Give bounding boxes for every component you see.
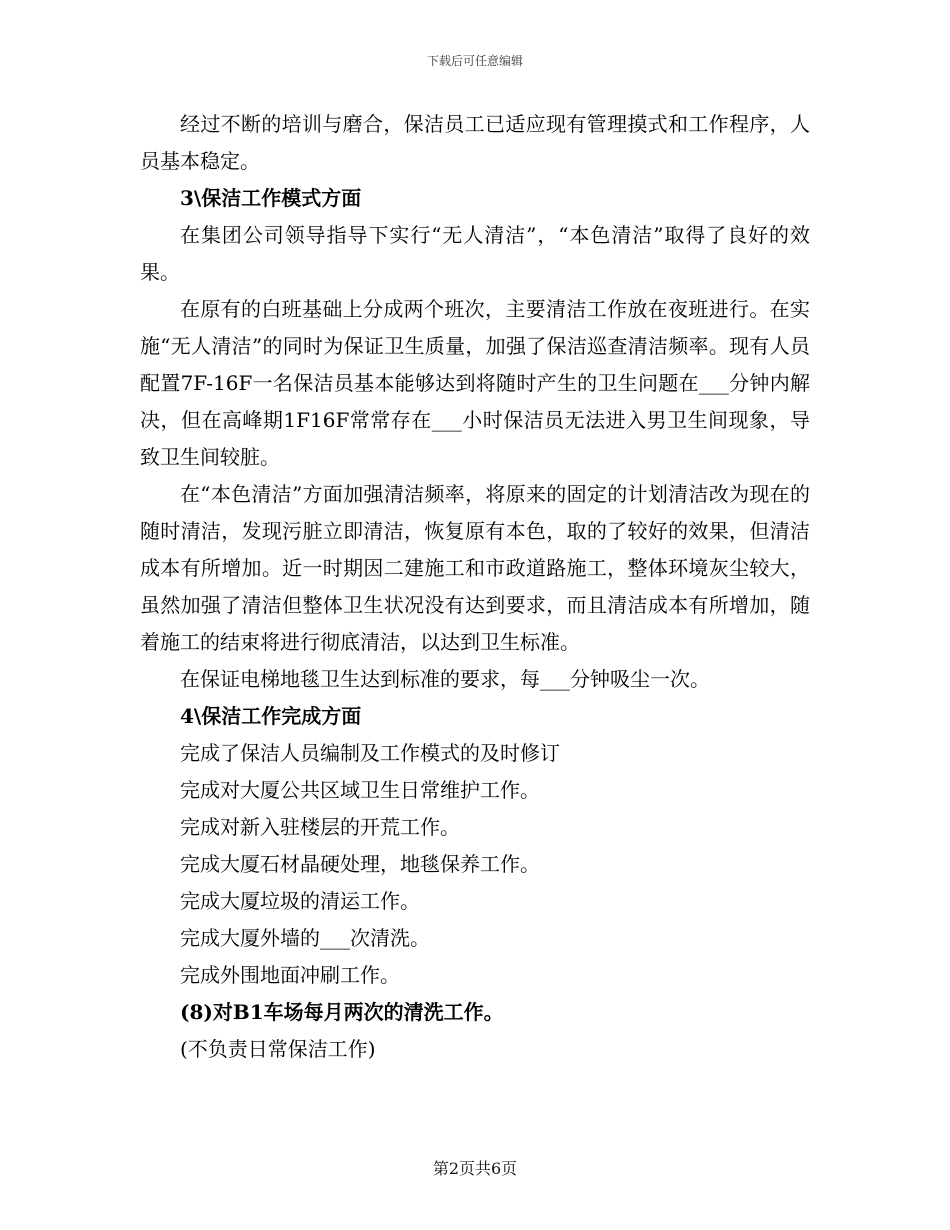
paragraph-elevator-carpet: 在保证电梯地毯卫生达到标准的要求，每___分钟吸尘一次。 bbox=[180, 667, 710, 691]
paragraph-cleaning-mode: 在集团公司领导指导下实行“无人清洁”，“本色清洁”取得了良好的效果。 bbox=[140, 223, 810, 284]
document-body bbox=[140, 106, 810, 1068]
paragraph-natural-cleaning: 在“本色清洁”方面加强清洁频率，将原来的固定的计划清洁改为现在的随时清洁，发现污脏立即清洁，恢复原有本色，取的了较好的效果，但清洁成本有所增加。近一时期因二建施工和市政道路施工，整体环境灰尘较大，虽然加强了清洁但整体卫生状况没有达到要求，而且清洁成本有所增加，随着施工的结束将进行彻底清洁，以达到卫生标准。 bbox=[140, 482, 810, 654]
list-item: 完成对大厦公共区域卫生日常维护工作。 bbox=[180, 778, 540, 802]
note-text: (不负责日常保洁工作) bbox=[180, 1037, 376, 1061]
list-item: 完成大厦外墙的___次清洗。 bbox=[180, 926, 430, 950]
page-number: 第2页共6页 bbox=[432, 1159, 518, 1178]
paragraph-staff-stability: 经过不断的培训与磨合，保洁员工已适应现有管理摸式和工作程序，人员基本稳定。 bbox=[140, 112, 810, 173]
page-header: 下载后可任意编辑 bbox=[426, 54, 523, 68]
list-item: 完成大厦垃圾的清运工作。 bbox=[180, 889, 420, 913]
paragraph-shifts: 在原有的白班基础上分成两个班次，主要清洁工作放在夜班进行。在实施“无人清洁”的同时为保证卫生质量，加强了保洁巡查清洁频率。现有人员配置7F-16F一名保洁员基本能够达到将随时产生的卫生问题在___分钟内解决，但在高峰期1F16F常常存在___小时保洁员无法进入男卫生间现象，导致卫生间较脏。 bbox=[140, 297, 810, 469]
section-heading-b1-parking: (8)对B1车场每月两次的清洗工作。 bbox=[180, 1000, 504, 1024]
section-heading-work-mode: 3\保洁工作模式方面 bbox=[180, 186, 362, 210]
list-item: 完成了保洁人员编制及工作模式的及时修订 bbox=[180, 741, 560, 765]
list-item: 完成对新入驻楼层的开荒工作。 bbox=[180, 815, 460, 839]
section-heading-completed-work: 4\保洁工作完成方面 bbox=[180, 704, 362, 728]
list-item: 完成外围地面冲刷工作。 bbox=[180, 963, 400, 987]
list-item: 完成大厦石材晶硬处理，地毯保养工作。 bbox=[180, 852, 540, 876]
